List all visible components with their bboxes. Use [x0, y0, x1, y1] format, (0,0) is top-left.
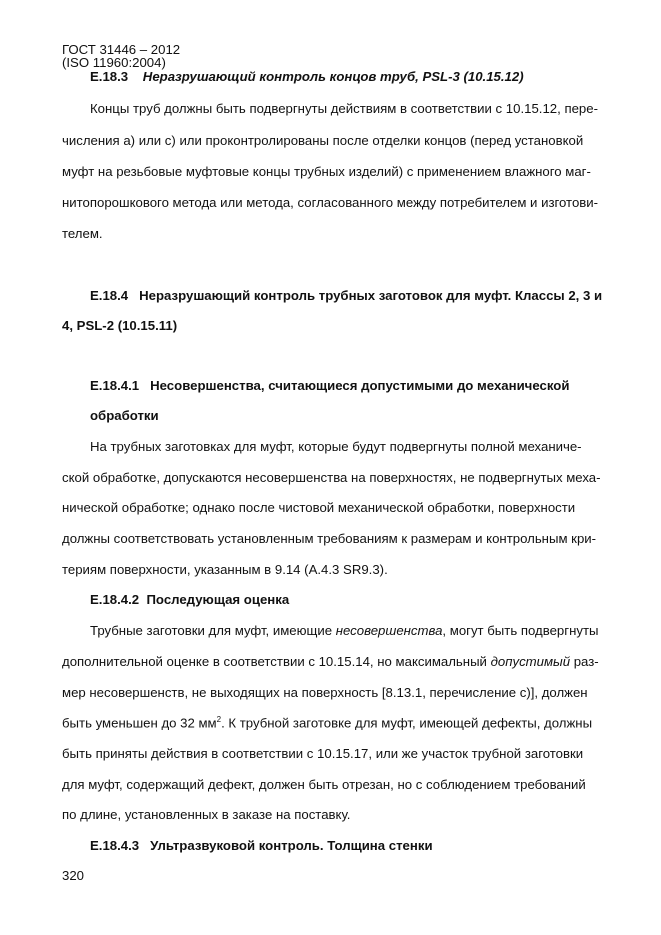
doc-standard-iso: (ISO 11960:2004): [62, 55, 166, 70]
paragraph-line: Трубные заготовки для муфт, имеющие несовершенства, могут быть подвергнуты: [90, 623, 599, 638]
section-heading-e18-4: [90, 288, 602, 303]
paragraph-line: На трубных заготовках для муфт, которые будут подвергнуты полной механиче-: [90, 439, 582, 454]
page-number: 320: [62, 868, 85, 883]
superscript: 2: [216, 715, 222, 724]
section-heading-e18-4-3: [90, 838, 433, 853]
paragraph-line: быть уменьшен до 32 $мм^2$. К трубной заготовке для муфт, имеющей дефекты, должны: [62, 715, 593, 731]
emphasis-term: допустимый: [490, 654, 571, 669]
paragraph-line: ской обработке, допускаются несовершенства на поверхностях, не подвергнутых меха-: [62, 470, 601, 485]
paragraph-line: нитопорошкового метода или метода, согласованного между потребителем и изготови-: [62, 195, 599, 210]
emphasis-term: несовершенства: [335, 623, 443, 638]
paragraph-line: муфт на резьбовые муфтовые концы трубных изделий) с применением влажного маг-: [62, 164, 591, 179]
section-title: Последующая оценка: [146, 592, 290, 607]
section-number: E.18.4: [90, 288, 129, 303]
paragraph-line: дополнительной оценке в соответствии с 10.15.14, но максимальный допустимый раз-: [62, 654, 599, 669]
section-number: E.18.4.3: [90, 838, 140, 853]
paragraph-line: по длине, установленных в заказе на поставку.: [62, 807, 351, 822]
section-number: E.18.4.1: [90, 378, 140, 393]
section-number: E.18.3: [90, 69, 129, 84]
section-heading-e18-4-1: [90, 378, 569, 393]
section-title: Ультразвуковой контроль. Толщина стенки: [150, 838, 433, 853]
paragraph-line: нической обработке; однако после чистовой механической обработки, поверхности: [62, 500, 576, 515]
section-title-continued: обработки: [90, 408, 159, 423]
section-title-continued: 4, PSL-2 (10.15.11): [62, 318, 178, 333]
paragraph-line: быть приняты действия в соответствии с 10.15.17, или же участок трубной заготовки: [62, 746, 584, 761]
section-title: Несовершенства, считающиеся допустимыми до механической: [150, 378, 570, 393]
paragraph-line: числения а) или с) или проконтролированы после отделки концов (перед установкой: [62, 133, 584, 148]
section-title: Неразрушающий контроль концов труб, PSL-3 (10.15.12): [142, 69, 524, 84]
section-heading-e18-3: [90, 69, 524, 84]
section-number: E.18.4.2: [90, 592, 140, 607]
paragraph-line: мер несовершенств, не выходящих на поверхность [8.13.1, перечисление с)], должен: [62, 685, 588, 700]
paragraph-line: должны соответствовать установленным требованиям к размерам и контрольным кри-: [62, 531, 597, 546]
doc-standard-code: ГОСТ 31446 – 2012: [62, 42, 181, 57]
paragraph-line: Концы труб должны быть подвергнуты действиям в соответствии с 10.15.12, пере-: [90, 101, 598, 116]
paragraph-line: для муфт, содержащий дефект, должен быть отрезан, но с соблюдением требований: [62, 777, 586, 792]
paragraph-line: телем.: [62, 226, 103, 241]
section-heading-e18-4-2: [90, 592, 289, 607]
section-title: Неразрушающий контроль трубных заготовок для муфт. Классы 2, 3 и: [139, 288, 603, 303]
paragraph-line: териям поверхности, указанным в 9.14 (A.4.3 SR9.3).: [62, 562, 388, 577]
